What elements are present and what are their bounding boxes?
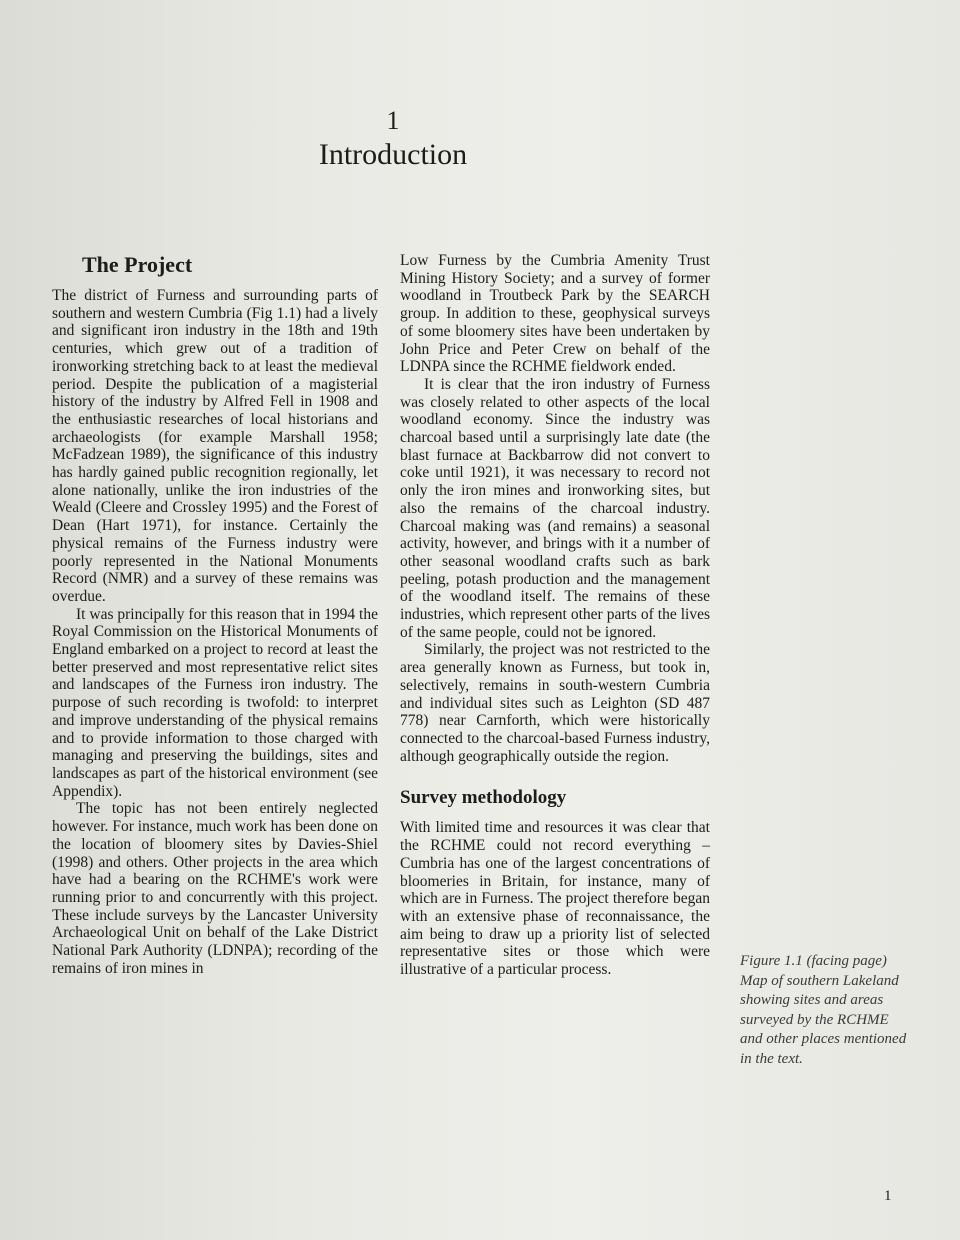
paragraph: Low Furness by the Cumbria Amenity Trust Mining History Society; and a survey of former woodland in Troutbeck Park by the SEARCH group. In addition to these, geophysical surveys of some bloomery sites have been undertaken by John Price and Peter Crew on behalf of the LDNPA since the RCHME fieldwork ended. — [400, 252, 710, 376]
paragraph: Similarly, the project was not restricted to the area generally known as Furness, but took in, selectively, remains in south-western Cumbria and individual sites such as Leighton (SD 487 778) near Carnforth, which were historically connected to the charcoal-based Furness industry, although geographically outside the region. — [400, 641, 710, 765]
paragraph: The district of Furness and surrounding parts of southern and western Cumbria (Fig 1.1) had a lively and significant iron industry in the 18th and 19th centuries, which grew out of a tradition of ironworking stretching back to at least the medieval period. Despite the publication of a magisterial history of the industry by Alfred Fell in 1908 and the enthusiastic researches of local historians and archaeologists (for example Marshall 1958; McFadzean 1989), the significance of this industry has hardly gained public recognition regionally, let alone nationally, unlike the iron industries of the Weald (Cleere and Crossley 1995) and the Forest of Dean (Hart 1971), for instance. Certainly the physical remains of the Furness industry were poorly represented in the National Monuments Record (NMR) and a survey of these remains was overdue. — [52, 287, 378, 605]
right-column — [400, 252, 710, 979]
figure-caption: Figure 1.1 (facing page) Map of southern Lakeland showing sites and areas surveyed by the RCHME and other places mentioned in the text. — [740, 953, 907, 1067]
paragraph: With limited time and resources it was clear that the RCHME could not record everything – Cumbria has one of the largest concentrations of bloomeries in Britain, for instance, many of which are in Furness. The project therefore began with an extensive phase of reconnaissance, the aim being to draw up a priority list of selected representative sites or those which were illustrative of a particular process. — [400, 819, 710, 979]
paragraph: The topic has not been entirely neglected however. For instance, much work has been done on the location of bloomery sites by Davies-Shiel (1998) and others. Other projects in the area which have had a bearing on the RCHME's work were running prior to and concurrently with this project. These include surveys by the Lancaster University Archaeological Unit on behalf of the Lake District National Park Authority (LDNPA); recording of the remains of iron mines in — [52, 800, 378, 977]
paragraph: It was principally for this reason that in 1994 the Royal Commission on the Historical Monuments of England embarked on a project to record at least the better preserved and most representative relict sites and landscapes of the Furness iron industry. The purpose of such recording is twofold: to interpret and improve understanding of the physical remains and to provide information to those charged with managing and preserving the buildings, sites and landscapes as part of the historical environment (see Appendix). — [52, 605, 378, 800]
left-column — [52, 252, 378, 977]
section-heading-project: The Project — [82, 252, 193, 277]
section-heading-survey-methodology: Survey methodology — [400, 787, 567, 809]
chapter-title: Introduction — [318, 138, 468, 171]
paragraph: It is clear that the iron industry of Furness was closely related to other aspects of the local woodland economy. Since the industry was charcoal based until a surprisingly late date (the blast furnace at Backbarrow did not convert to coke until 1921), it was necessary to record not only the iron mines and ironworking sites, but also the remains of the charcoal industry. Charcoal making was (and remains) a seasonal activity, however, and brings with it a number of other seasonal woodland crafts such as bark peeling, potash production and the management of the woodland itself. The remains of these industries, which represent other parts of the lives of the same people, could not be ignored. — [400, 375, 710, 641]
page-number: 1 — [884, 1188, 892, 1204]
chapter-number: 1 — [386, 106, 400, 135]
